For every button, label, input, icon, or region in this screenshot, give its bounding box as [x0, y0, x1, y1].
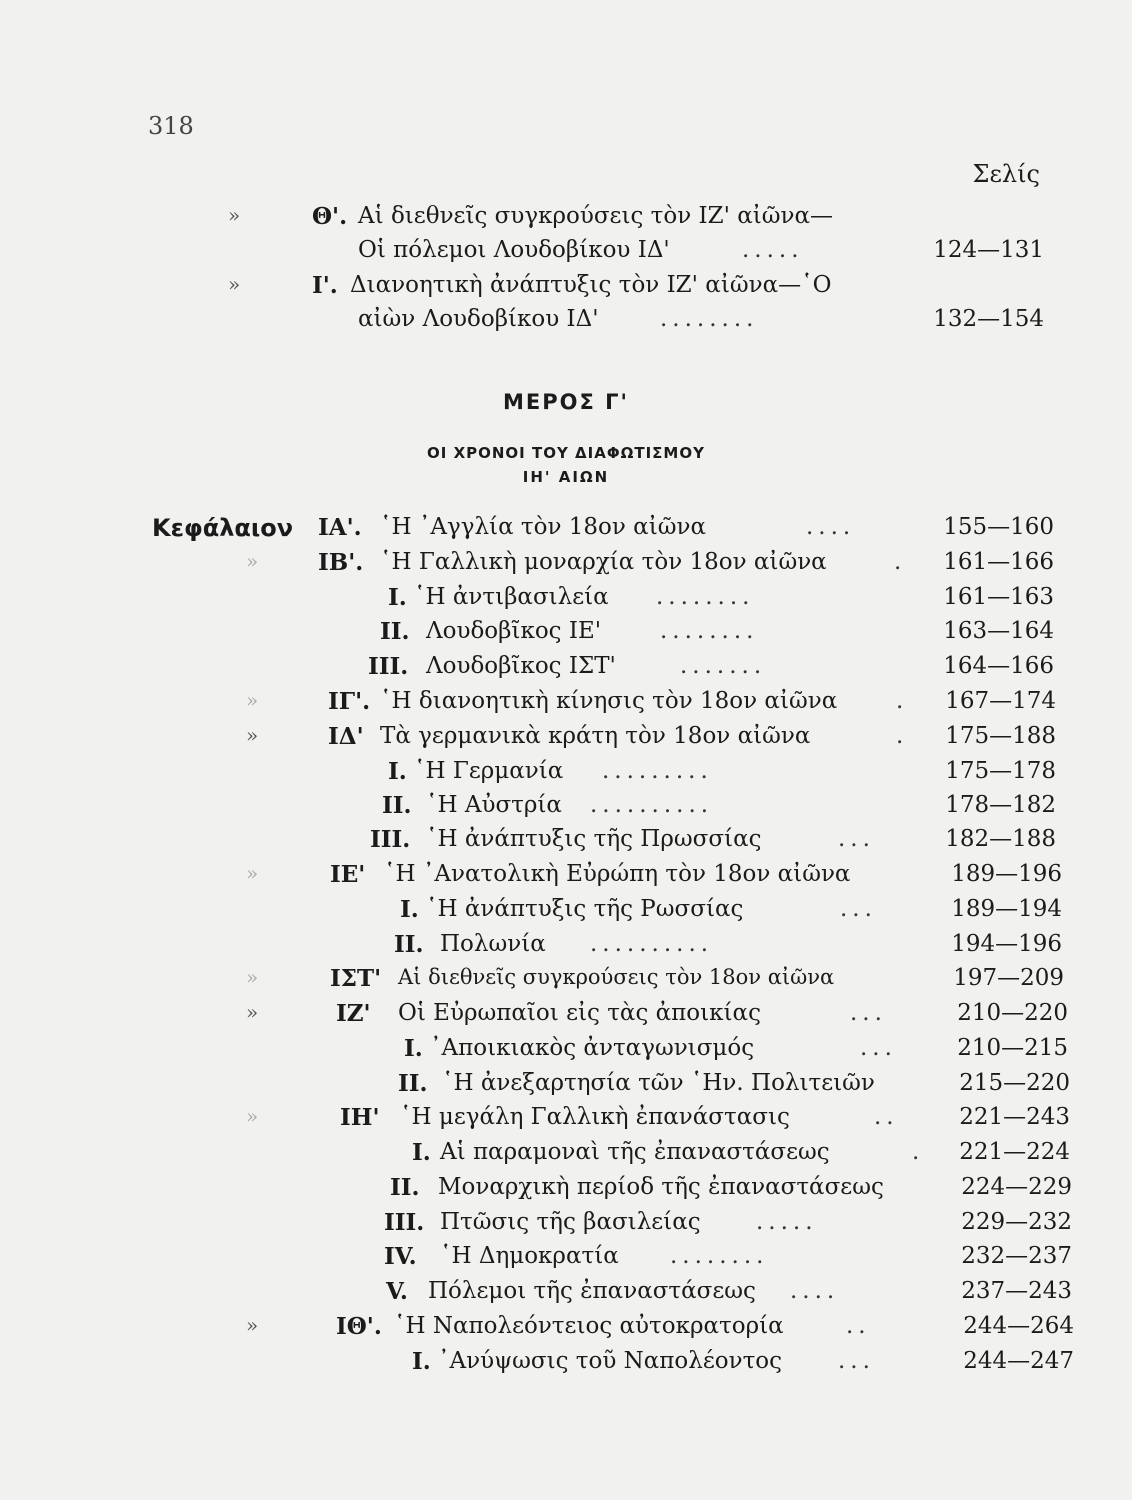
entry-title: ῾Η Δημοκρατία: [440, 1243, 619, 1269]
dot-leader: ....: [790, 1278, 840, 1304]
pages-column-header: Σελίς: [972, 160, 1040, 188]
entry-title: Μοναρχικὴ περίοδ τῆς ἐπαναστάσεως: [438, 1174, 884, 1200]
entry-title: ᾿Ανύψωσις τοῦ Ναπολέοντος: [438, 1348, 783, 1374]
page-number: 318: [148, 112, 194, 140]
page-range: 197—209: [953, 965, 1064, 991]
chapter-number: Θ'.: [312, 203, 348, 230]
entry-title: ῾Η ἀνάπτυξις τῆς Πρωσσίας: [426, 826, 762, 852]
page-range: 161—163: [943, 584, 1054, 610]
page-range: 244—247: [963, 1348, 1074, 1374]
dot-leader: .....: [742, 237, 804, 263]
page-range: 124—131: [933, 237, 1044, 263]
entry-title: ῾Η ᾿Ανατολικὴ Εὐρώπη τὸν 18ον αἰῶνα: [384, 861, 851, 887]
page-range: 210—220: [957, 1000, 1068, 1026]
toc-row: [0, 723, 1132, 757]
entry-title: Πόλεμοι τῆς ἐπαναστάσεως: [428, 1278, 756, 1304]
chapter-number: ΙΓ'.: [328, 688, 371, 715]
section-number: Ι.: [388, 584, 407, 611]
page-range: 167—174: [945, 688, 1056, 714]
toc-row: [0, 965, 1132, 999]
section-number: ΙΙΙ.: [384, 1209, 425, 1236]
page-range: 189—194: [951, 896, 1062, 922]
entry-title: Λουδοβῖκος ΙΣΤ': [426, 653, 616, 679]
ditto-marker: »: [246, 723, 259, 747]
ditto-marker: »: [246, 1313, 259, 1337]
toc-row: [0, 896, 1132, 930]
toc-row: [0, 1348, 1132, 1382]
dot-leader: ...: [850, 1000, 887, 1026]
dot-leader: ...: [860, 1035, 897, 1061]
toc-row: [0, 758, 1132, 792]
entry-title: ῾Η μεγάλη Γαλλικὴ ἐπανάστασις: [400, 1104, 790, 1130]
part-subtitle-century: ΙΗ' ΑΙΩΝ: [522, 468, 610, 486]
page-range: 175—188: [945, 723, 1056, 749]
toc-row: [0, 861, 1132, 895]
section-number: ΙΙ.: [390, 1174, 420, 1201]
entry-title: Οἱ Εὐρωπαῖοι εἰς τὰς ἀποικίας: [398, 1000, 761, 1026]
chapter-number: ΙΕ': [330, 861, 366, 888]
section-number: IV.: [384, 1243, 417, 1270]
chapter-number: ΙΘ'.: [336, 1313, 382, 1340]
entry-title: Αἱ διεθνεῖς συγκρούσεις τὸν 18ον αἰῶνα: [398, 965, 835, 989]
toc-row: [0, 1174, 1132, 1208]
toc-row: [0, 931, 1132, 965]
dot-leader: .: [896, 688, 909, 714]
page-range: 229—232: [961, 1209, 1072, 1235]
part-subtitle: ΟΙ ΧΡΟΝΟΙ ΤΟΥ ΔΙΑΦΩΤΙΣΜΟΥ: [427, 444, 705, 462]
section-number: Ι.: [412, 1348, 431, 1375]
chapter-number: ΙΑ'.: [318, 514, 362, 541]
chapter-number: ΙΣΤ': [330, 965, 382, 992]
entry-title: Τὰ γερμανικὰ κράτη τὸν 18ον αἰῶνα: [380, 723, 811, 749]
page-range: 161—166: [943, 549, 1054, 575]
dot-leader: ..........: [590, 792, 714, 818]
toc-row: [0, 1278, 1132, 1312]
ditto-marker: »: [246, 965, 259, 989]
toc-row: [0, 1313, 1132, 1347]
chapter-number: Ι'.: [312, 272, 338, 299]
page-range: 210—215: [957, 1035, 1068, 1061]
entry-title: ῾Η Γερμανία: [414, 758, 564, 784]
page-range: 155—160: [943, 514, 1054, 540]
chapter-number: ΙΖ': [336, 1000, 371, 1027]
dot-leader: ...: [838, 826, 875, 852]
dot-leader: ..: [846, 1313, 871, 1339]
chapter-number: ΙΔ': [328, 723, 364, 750]
entry-title: ῾Η ἀνάπτυξις τῆς Ρωσσίας: [426, 896, 744, 922]
chapter-number: ΙΗ': [340, 1104, 380, 1131]
toc-row: [0, 1209, 1132, 1243]
entry-title: ῾Η Αὐστρία: [426, 792, 562, 818]
toc-row: [0, 514, 1132, 548]
toc-row: [0, 272, 1132, 306]
entry-title: ᾿Αποικιακὸς ἀνταγωνισμός: [430, 1035, 755, 1061]
entry-title: ῾Η ἀνεξαρτησία τῶν ῾Ην. Πολιτειῶν: [442, 1070, 875, 1096]
page-range: 244—264: [963, 1313, 1074, 1339]
page-range: 189—196: [951, 861, 1062, 887]
entry-title: Αἱ παραμοναὶ τῆς ἐπαναστάσεως: [440, 1139, 830, 1165]
dot-leader: ........: [656, 584, 755, 610]
entry-title: Πολωνία: [440, 931, 546, 957]
page-range: 194—196: [951, 931, 1062, 957]
ditto-marker: »: [246, 1000, 259, 1024]
dot-leader: ...: [840, 896, 877, 922]
entry-title: ῾Η ἀντιβασιλεία: [414, 584, 609, 610]
dot-leader: .: [912, 1139, 925, 1165]
page-range: 163—164: [943, 618, 1054, 644]
dot-leader: ..........: [590, 931, 714, 957]
ditto-marker: »: [246, 1104, 259, 1128]
entry-title: Αἱ διεθνεῖς συγκρούσεις τὸν ΙΖ' αἰῶνα—: [358, 203, 834, 229]
dot-leader: .........: [602, 758, 713, 784]
dot-leader: ........: [660, 618, 759, 644]
section-number: ΙΙΙ.: [368, 653, 409, 680]
page-range: 221—243: [959, 1104, 1070, 1130]
page-range: 178—182: [945, 792, 1056, 818]
section-number: ΙΙ.: [394, 931, 424, 958]
dot-leader: ........: [670, 1243, 769, 1269]
toc-row: [0, 1104, 1132, 1138]
section-number: Ι.: [388, 758, 407, 785]
dot-leader: ........: [660, 306, 759, 332]
page-range: 132—154: [933, 306, 1044, 332]
part-title: ΜΕΡΟΣ Γ': [503, 390, 629, 414]
toc-row: [0, 306, 1132, 340]
dot-leader: .: [896, 723, 909, 749]
section-number: V.: [386, 1278, 408, 1305]
section-number: ΙΙ.: [398, 1070, 428, 1097]
toc-row: [0, 792, 1132, 826]
section-number: Ι.: [400, 896, 419, 923]
entry-title: αἰὼν Λουδοβίκου ΙΔ': [358, 306, 599, 332]
toc-row: [0, 584, 1132, 618]
ditto-marker: »: [246, 549, 259, 573]
toc-row: [0, 653, 1132, 687]
ditto-marker: »: [246, 688, 259, 712]
ditto-marker: »: [228, 272, 241, 296]
toc-row: [0, 618, 1132, 652]
section-number: ΙΙ.: [380, 618, 410, 645]
entry-title: Πτῶσις τῆς βασιλείας: [440, 1209, 701, 1235]
dot-leader: .: [894, 549, 907, 575]
section-number: ΙΙ.: [382, 792, 412, 819]
page-range: 221—224: [959, 1139, 1070, 1165]
entry-title: Λουδοβῖκος ΙΕ': [426, 618, 602, 644]
page-range: 215—220: [959, 1070, 1070, 1096]
toc-row: [0, 826, 1132, 860]
section-number: Ι.: [404, 1035, 423, 1062]
entry-title: Οἱ πόλεμοι Λουδοβίκου ΙΔ': [358, 237, 670, 263]
dot-leader: .......: [680, 653, 767, 679]
toc-row: [0, 1035, 1132, 1069]
dot-leader: ...: [838, 1348, 875, 1374]
page-range: 232—237: [961, 1243, 1072, 1269]
entry-title: ῾Η διανοητικὴ κίνησις τὸν 18ον αἰῶνα: [380, 688, 838, 714]
chapter-word: Κεφάλαιον: [152, 514, 294, 542]
toc-row: [0, 1000, 1132, 1034]
toc-row: [0, 1070, 1132, 1104]
toc-row: [0, 1243, 1132, 1277]
dot-leader: ....: [806, 514, 856, 540]
section-number: Ι.: [412, 1139, 431, 1166]
toc-row: [0, 237, 1132, 271]
toc-row: [0, 549, 1132, 583]
page-range: 175—178: [945, 758, 1056, 784]
section-number: ΙΙΙ.: [370, 826, 411, 853]
toc-row: [0, 1139, 1132, 1173]
page-range: 224—229: [961, 1174, 1072, 1200]
entry-title: ῾Η Ναπολεόντειος αὐτοκρατορία: [394, 1313, 784, 1339]
ditto-marker: »: [246, 861, 259, 885]
entry-title: Διανοητικὴ ἀνάπτυξις τὸν ΙΖ' αἰῶνα—῾Ο: [350, 272, 832, 298]
entry-title: ῾Η Γαλλικὴ μοναρχία τὸν 18ον αἰῶνα: [380, 549, 827, 575]
dot-leader: .....: [756, 1209, 818, 1235]
page-range: 237—243: [961, 1278, 1072, 1304]
toc-row: [0, 203, 1132, 237]
toc-row: [0, 688, 1132, 722]
dot-leader: ..: [874, 1104, 899, 1130]
page-range: 164—166: [943, 653, 1054, 679]
entry-title: ῾Η ᾿Αγγλία τὸν 18ον αἰῶνα: [380, 514, 706, 540]
ditto-marker: »: [228, 203, 241, 227]
page-range: 182—188: [945, 826, 1056, 852]
chapter-number: ΙΒ'.: [318, 549, 364, 576]
